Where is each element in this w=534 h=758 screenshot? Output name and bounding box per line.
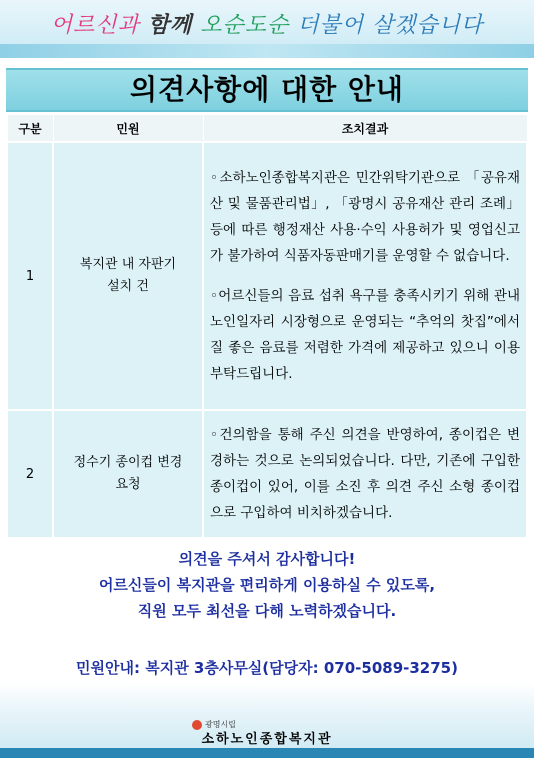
thanks-line: 의견을 주셔서 감사합니다! — [178, 550, 356, 568]
row-result — [203, 142, 527, 410]
page-title-bar — [6, 68, 528, 112]
banner-slogan-part1: 어르신과 — [50, 13, 140, 38]
opinion-table — [6, 114, 528, 539]
org-name: 소하노인종합복지관 — [201, 732, 333, 747]
header-banner — [0, 0, 534, 58]
header-result: 조치결과 — [203, 115, 527, 143]
page-title: 의견사항에 대한 안내 — [130, 73, 404, 106]
footer-wave — [0, 748, 534, 758]
banner-slogan-part3: 오순도순 — [200, 13, 290, 38]
row-complaint — [53, 410, 203, 538]
result-paragraph: ◦소하노인종합복지관은 민간위탁기관으로 「공유재산 및 물품관리법」, 「광명시 공유재산 관리 조례」등에 따른 행정재산 사용·수익 사용허가 및 영업신고가 불가하여 식품자동판매기를 운영할 수 없습니다. — [210, 170, 520, 264]
complaint-line: 복지관 내 자판기 — [79, 257, 177, 272]
banner-wave — [0, 44, 534, 58]
contact-info: 민원안내: 복지관 3층사무실(담당자: 070-5089-3275) — [76, 659, 458, 677]
banner-slogan-part2: 함께 — [147, 12, 193, 38]
table-row — [7, 410, 527, 538]
row-number: 2 — [7, 410, 53, 538]
header-category: 구분 — [7, 115, 53, 143]
header-complaint: 민원 — [53, 115, 203, 143]
complaint-line: 요청 — [115, 477, 141, 492]
org-city: 광명시립 — [192, 719, 236, 730]
row-result — [203, 410, 527, 538]
banner-slogan — [0, 8, 534, 39]
table-row — [7, 142, 527, 410]
row-number: 1 — [7, 142, 53, 410]
result-paragraph: ◦건의함을 통해 주신 의견을 반영하여, 종이컵은 변경하는 것으로 논의되었습니다. 다만, 기존에 구입한 종이컵이 있어, 이를 소진 후 의견 주신 소형 종이컵으로 구입하여 비치하겠습니다. — [210, 427, 520, 521]
row-complaint — [53, 142, 203, 410]
thanks-line: 어르신들이 복지관을 편리하게 이용하실 수 있도록, — [98, 576, 436, 594]
table-header-row — [7, 115, 527, 143]
result-paragraph: ◦어르신들의 음료 섭취 욕구를 충족시키기 위해 관내 노인일자리 시장형으로 운영되는 “추억의 찻집”에서 질 좋은 음료를 저렴한 가격에 제공하고 있으니 이용 부탁드립니다. — [210, 288, 520, 382]
thanks-line: 직원 모두 최선을 다해 노력하겠습니다. — [137, 602, 397, 620]
complaint-line: 설치 건 — [107, 279, 149, 294]
complaint-line: 정수기 종이컵 변경 — [73, 455, 183, 470]
banner-slogan-part4: 더불어 살겠습니다 — [297, 13, 484, 38]
